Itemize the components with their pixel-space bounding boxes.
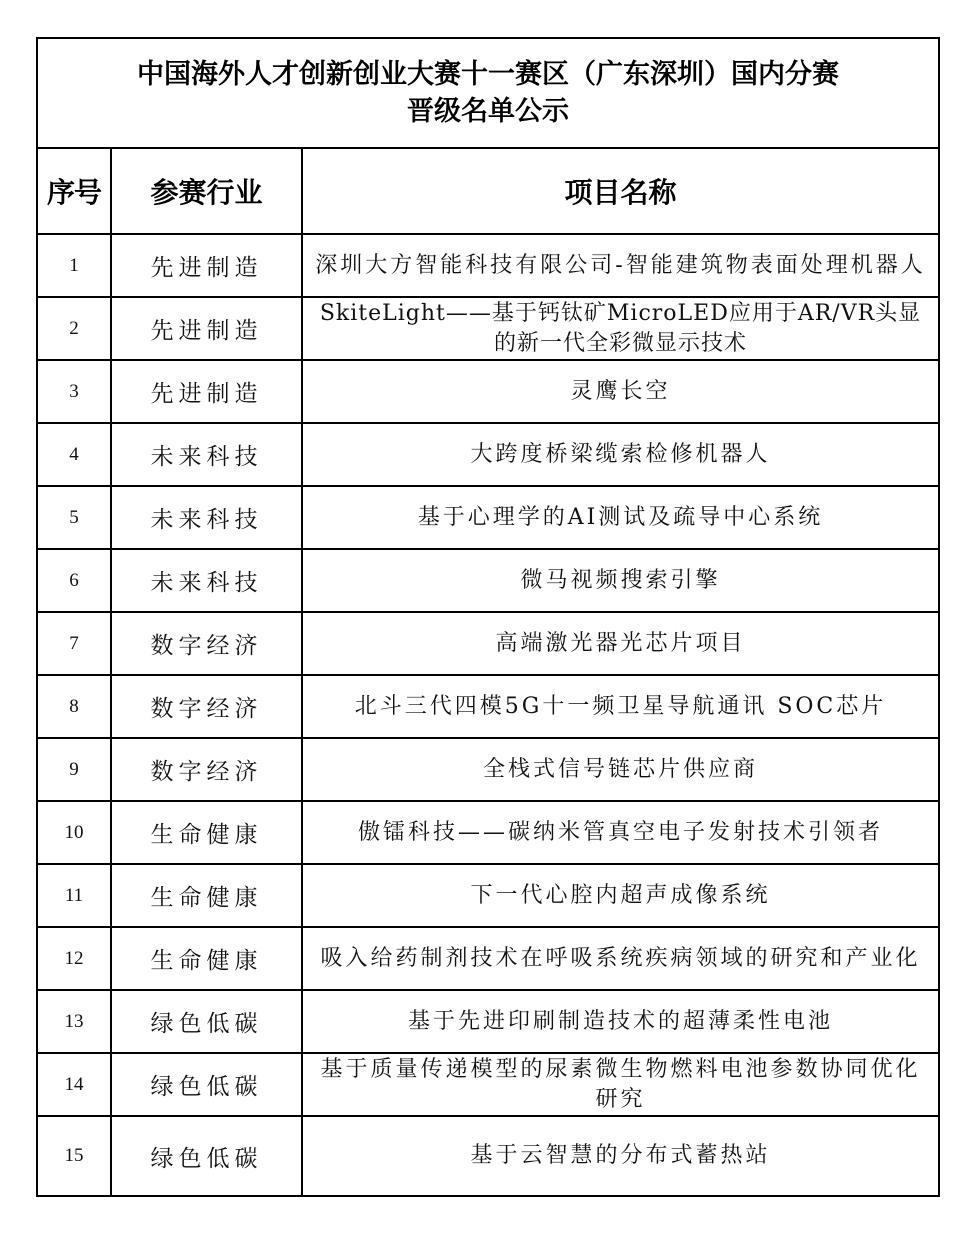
cell-industry: 生命健康 bbox=[111, 801, 302, 864]
cell-project: 基于先进印刷制造技术的超薄柔性电池 bbox=[302, 990, 939, 1053]
cell-index: 2 bbox=[37, 297, 111, 360]
table-row bbox=[37, 234, 939, 297]
cell-project: SkiteLight——基于钙钛矿MicroLED应用于AR/VR头显的新一代全彩微显示技术 bbox=[302, 297, 939, 360]
cell-industry: 数字经济 bbox=[111, 675, 302, 738]
cell-industry: 数字经济 bbox=[111, 738, 302, 801]
cell-industry: 先进制造 bbox=[111, 360, 302, 423]
cell-industry: 绿色低碳 bbox=[111, 1116, 302, 1196]
header-index: 序号 bbox=[37, 148, 111, 234]
title-line-1: 中国海外人才创新创业大赛十一赛区（广东深圳）国内分赛 bbox=[137, 59, 840, 90]
cell-index: 4 bbox=[37, 423, 111, 486]
cell-index: 11 bbox=[37, 864, 111, 927]
cell-industry: 未来科技 bbox=[111, 486, 302, 549]
cell-index: 8 bbox=[37, 675, 111, 738]
cell-industry: 先进制造 bbox=[111, 297, 302, 360]
table-row bbox=[37, 360, 939, 423]
cell-project: 北斗三代四模5G十一频卫星导航通讯 SOC芯片 bbox=[302, 675, 939, 738]
cell-industry: 先进制造 bbox=[111, 234, 302, 297]
cell-index: 1 bbox=[37, 234, 111, 297]
table-row bbox=[37, 297, 939, 360]
cell-project: 深圳大方智能科技有限公司-智能建筑物表面处理机器人 bbox=[302, 234, 939, 297]
table-row bbox=[37, 990, 939, 1053]
cell-project: 全栈式信号链芯片供应商 bbox=[302, 738, 939, 801]
table-row bbox=[37, 675, 939, 738]
header-industry: 参赛行业 bbox=[111, 148, 302, 234]
cell-project: 基于质量传递模型的尿素微生物燃料电池参数协同优化研究 bbox=[302, 1053, 939, 1116]
cell-project: 基于云智慧的分布式蓄热站 bbox=[302, 1116, 939, 1196]
cell-index: 14 bbox=[37, 1053, 111, 1116]
cell-project: 吸入给药制剂技术在呼吸系统疾病领域的研究和产业化 bbox=[302, 927, 939, 990]
table-row bbox=[37, 1053, 939, 1116]
cell-project: 高端激光器光芯片项目 bbox=[302, 612, 939, 675]
cell-industry: 绿色低碳 bbox=[111, 990, 302, 1053]
cell-project: 大跨度桥梁缆索检修机器人 bbox=[302, 423, 939, 486]
table-row bbox=[37, 927, 939, 990]
document-title bbox=[37, 38, 939, 148]
cell-project: 灵鹰长空 bbox=[302, 360, 939, 423]
title-line-2: 晋级名单公示 bbox=[407, 96, 570, 127]
cell-index: 15 bbox=[37, 1116, 111, 1196]
cell-industry: 生命健康 bbox=[111, 927, 302, 990]
cell-project: 微马视频搜索引擎 bbox=[302, 549, 939, 612]
header-project: 项目名称 bbox=[302, 148, 939, 234]
cell-index: 7 bbox=[37, 612, 111, 675]
table-row bbox=[37, 1116, 939, 1196]
cell-index: 10 bbox=[37, 801, 111, 864]
cell-industry: 未来科技 bbox=[111, 423, 302, 486]
table-row bbox=[37, 612, 939, 675]
cell-index: 13 bbox=[37, 990, 111, 1053]
cell-index: 5 bbox=[37, 486, 111, 549]
title-row bbox=[37, 38, 939, 148]
header-row bbox=[37, 148, 939, 234]
table-row bbox=[37, 864, 939, 927]
cell-index: 3 bbox=[37, 360, 111, 423]
table-row bbox=[37, 423, 939, 486]
cell-index: 6 bbox=[37, 549, 111, 612]
cell-industry: 绿色低碳 bbox=[111, 1053, 302, 1116]
cell-index: 12 bbox=[37, 927, 111, 990]
table-row bbox=[37, 738, 939, 801]
cell-industry: 未来科技 bbox=[111, 549, 302, 612]
table-row bbox=[37, 486, 939, 549]
cell-project: 下一代心腔内超声成像系统 bbox=[302, 864, 939, 927]
cell-project: 傲镭科技——碳纳米管真空电子发射技术引领者 bbox=[302, 801, 939, 864]
cell-industry: 生命健康 bbox=[111, 864, 302, 927]
table-row bbox=[37, 801, 939, 864]
table-row bbox=[37, 549, 939, 612]
cell-index: 9 bbox=[37, 738, 111, 801]
cell-industry: 数字经济 bbox=[111, 612, 302, 675]
qualification-table bbox=[36, 37, 940, 1197]
cell-project: 基于心理学的AI测试及疏导中心系统 bbox=[302, 486, 939, 549]
document-sheet bbox=[36, 37, 938, 1197]
